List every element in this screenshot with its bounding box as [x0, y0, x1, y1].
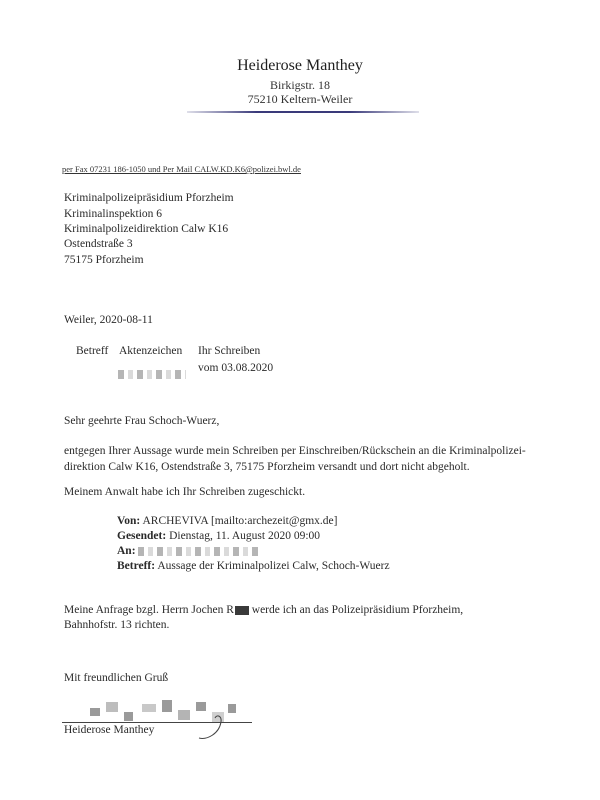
signature-stroke-icon — [195, 712, 229, 742]
paragraph-request-line2: Bahnhofstr. 13 richten. — [64, 619, 170, 631]
recipient-line: Kriminalpolizeipräsidium Pforzheim — [64, 192, 234, 204]
email-subject: Betreff: Aussage der Kriminalpolizei Calw, Schoch-Wuerz — [117, 560, 390, 572]
sender-street: Birkigstr. 18 — [269, 78, 330, 92]
closing: Mit freundlichen Gruß — [64, 672, 169, 684]
paragraph-request: Meine Anfrage bzgl. Herrn Jochen R werde ich an das Polizeipräsidium Pforzheim, — [64, 604, 464, 616]
ihr-schreiben-date: vom 03.08.2020 — [198, 362, 274, 374]
ihr-schreiben-label: Ihr Schreiben — [198, 345, 261, 357]
signature-name: Heiderose Manthey — [64, 724, 155, 736]
betreff-label: Betreff — [76, 345, 109, 357]
letterhead-divider — [187, 111, 419, 113]
place-date: Weiler, 2020-08-11 — [64, 314, 153, 326]
recipient-line: 75175 Pforzheim — [64, 254, 144, 266]
paragraph-line: direktion Calw K16, Ostendstraße 3, 75175 Pforzheim versandt und dort nicht abgeholt. — [64, 461, 470, 473]
recipient-line: Ostendstraße 3 — [64, 238, 133, 250]
email-to: An: — [117, 545, 258, 557]
sender-name: Heiderose Manthey — [237, 57, 363, 74]
aktenzeichen-label: Aktenzeichen — [119, 345, 183, 357]
recipient-line: Kriminalinspektion 6 — [64, 208, 163, 220]
recipient-line: Kriminalpolizeidirektion Calw K16 — [64, 223, 229, 235]
paragraph-line: entgegen Ihrer Aussage wurde mein Schreiben per Einschreiben/Rückschein an die Kriminalpolizei- — [64, 445, 526, 457]
email-from: Von: ARCHEVIVA [mailto:archezeit@gmx.de] — [117, 515, 338, 527]
aktenzeichen-redacted — [118, 365, 186, 383]
email-sent: Gesendet: Dienstag, 11. August 2020 09:00 — [117, 530, 321, 542]
paragraph-lawyer: Meinem Anwalt habe ich Ihr Schreiben zugeschickt. — [64, 486, 306, 498]
sender-city: 75210 Keltern-Weiler — [247, 92, 353, 106]
salutation: Sehr geehrte Frau Schoch-Wuerz, — [64, 415, 220, 427]
transmission-note: per Fax 07231 186-1050 und Per Mail CALW.KD.K6@polizei.bwl.de — [62, 164, 301, 174]
